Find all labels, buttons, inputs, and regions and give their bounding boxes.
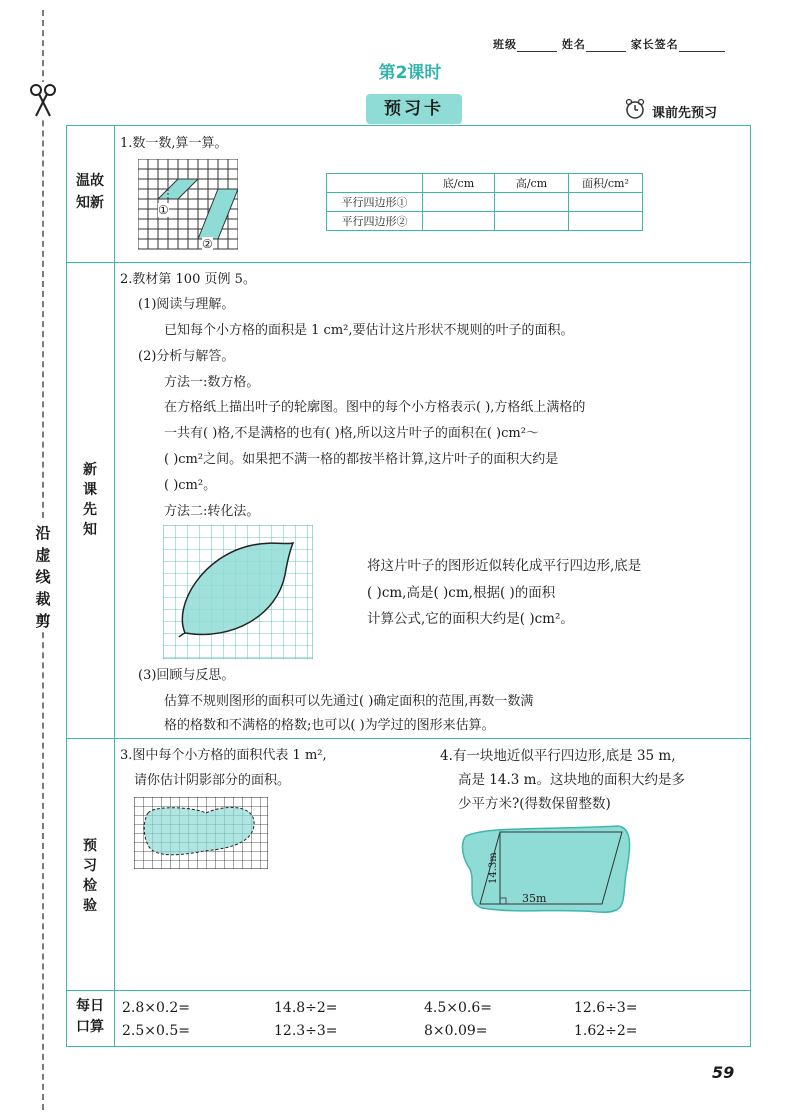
q1-table	[326, 173, 643, 231]
answer-cell[interactable]	[569, 193, 643, 212]
row-divider	[66, 990, 751, 991]
height-label: 14.3m	[488, 852, 499, 884]
method1-line: ( )cm²之间。如果把不满一格的都按半格计算,这片叶子的面积大约是	[164, 452, 559, 467]
section-label-daily: 每日 口算	[76, 998, 104, 1035]
name-field[interactable]	[586, 40, 626, 52]
leaf-grid-figure	[163, 525, 313, 659]
page-number: 59	[712, 1063, 735, 1082]
table-header: 面积/cm²	[569, 174, 643, 193]
class-label: 班级	[493, 38, 517, 51]
method1-line: ( )cm²。	[164, 478, 217, 493]
class-field[interactable]	[517, 40, 557, 52]
row-divider	[66, 738, 751, 739]
table-row-label: 平行四边形②	[327, 212, 423, 231]
row-divider	[66, 262, 751, 263]
lesson-title: 第2课时	[378, 63, 442, 83]
daily-problem: 2.8×0.2=	[122, 1000, 190, 1016]
daily-problem: 2.5×0.5=	[122, 1023, 190, 1039]
q2-part1-text: 已知每个小方格的面积是 1 cm²,要估计这片形状不规则的叶子的面积。	[164, 323, 574, 338]
preview-tag-text: 课前先预习	[652, 106, 718, 121]
answer-cell[interactable]	[495, 212, 569, 231]
answer-cell[interactable]	[423, 193, 495, 212]
answer-cell[interactable]	[495, 193, 569, 212]
section-label-review: 温故 知新	[76, 173, 104, 211]
label-2: ②	[202, 237, 213, 251]
table-header	[327, 174, 423, 193]
q1-title: 1.数一数,算一算。	[120, 136, 228, 151]
daily-problem: 12.3÷3=	[274, 1023, 338, 1039]
method2-title: 方法二:转化法。	[164, 504, 260, 519]
method1-title: 方法一:数方格。	[164, 375, 260, 390]
q2-title: 2.教材第 100 页例 5。	[120, 272, 256, 287]
q3-grid-figure	[134, 797, 268, 869]
land-figure	[458, 822, 638, 918]
label-1: ①	[158, 203, 169, 217]
q4-line: 高是 14.3 m。这块地的面积大约是多	[458, 772, 685, 788]
daily-problem: 14.8÷2=	[274, 1000, 338, 1016]
scissors-icon	[28, 82, 58, 118]
section-label-check: 预 习 检 验	[83, 838, 97, 914]
preview-tag	[624, 98, 717, 122]
q2-part3: (3)回顾与反思。	[138, 668, 235, 683]
cut-instruction: 沿 虚 线 裁 剪	[30, 522, 56, 632]
parent-sign-field[interactable]	[679, 40, 725, 52]
q4-line: 4.有一块地近似平行四边形,底是 35 m,	[440, 748, 676, 764]
method2-line: 将这片叶子的图形近似转化成平行四边形,底是	[367, 558, 642, 574]
daily-problem: 4.5×0.6=	[424, 1000, 492, 1016]
table-header: 高/cm	[495, 174, 569, 193]
table-header: 底/cm	[423, 174, 495, 193]
label-column-divider	[114, 125, 115, 1047]
answer-cell[interactable]	[569, 212, 643, 231]
q3-line: 请你估计阴影部分的面积。	[134, 773, 291, 788]
parent-sign-label: 家长签名	[630, 38, 679, 51]
q2-part2: (2)分析与解答。	[138, 349, 235, 364]
q3-line: 3.图中每个小方格的面积代表 1 m²,	[120, 748, 327, 763]
card-title: 预习卡	[366, 94, 462, 124]
method2-line: ( )cm,高是( )cm,根据( )的面积	[367, 585, 556, 601]
daily-problem: 1.62÷2=	[574, 1023, 638, 1039]
method1-line: 一共有( )格,不是满格的也有( )格,所以这片叶子的面积在( )cm²～	[164, 426, 539, 441]
daily-problem: 12.6÷3=	[574, 1000, 638, 1016]
table-row-label: 平行四边形①	[327, 193, 423, 212]
answer-cell[interactable]	[423, 212, 495, 231]
q2-part1: (1)阅读与理解。	[138, 297, 235, 312]
student-info-fields	[493, 36, 725, 52]
base-label: 35m	[522, 892, 547, 905]
part3-line: 估算不规则图形的面积可以先通过( )确定面积的范围,再数一数满	[164, 694, 534, 709]
part3-line: 格的格数和不满格的格数;也可以( )为学过的图形来估算。	[164, 718, 495, 733]
method2-line: 计算公式,它的面积大约是( )cm²。	[367, 611, 574, 627]
q4-line: 少平方米?(得数保留整数)	[458, 796, 611, 812]
parallelogram-2	[198, 189, 238, 239]
daily-problem: 8×0.09=	[424, 1023, 488, 1039]
method1-line: 在方格纸上描出叶子的轮廓图。图中的每个小方格表示( ),方格纸上满格的	[164, 400, 586, 415]
q1-grid-figure	[138, 159, 238, 253]
section-label-new: 新 课 先 知	[83, 462, 97, 538]
name-label: 姓名	[561, 38, 586, 51]
